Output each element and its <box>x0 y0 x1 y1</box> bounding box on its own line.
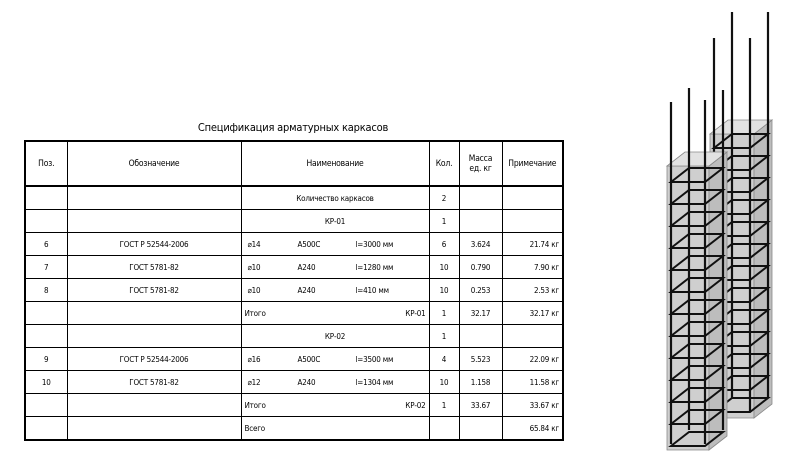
cell-qty: 10 <box>429 279 459 302</box>
cell-mass: 0.253 <box>459 279 502 302</box>
cell-name: Количество каркасов <box>241 186 429 210</box>
cell-qty: 10 <box>429 371 459 394</box>
table-row <box>25 279 563 302</box>
header-note: Примечание <box>502 141 563 186</box>
cell-note: 21.74 кг <box>502 233 563 256</box>
cell-qty: 4 <box>429 348 459 371</box>
header-qty: Кол. <box>429 141 459 186</box>
table-row <box>25 210 563 233</box>
cell-qty: 1 <box>429 394 459 417</box>
bar-diameter: ⌀12 <box>247 377 261 387</box>
cell-pos: 7 <box>25 256 67 279</box>
cell-designation: ГОСТ 5781-82 <box>67 256 241 279</box>
cell-note: 33.67 кг <box>502 394 563 417</box>
name-parts <box>248 378 423 387</box>
cell-mass <box>459 417 502 441</box>
cell-pos <box>25 417 67 441</box>
cell-mass: 5.523 <box>459 348 502 371</box>
table-row <box>25 233 563 256</box>
cell-mass: 3.624 <box>459 233 502 256</box>
cell-pos <box>25 325 67 348</box>
total-label: Итого <box>244 400 266 410</box>
table-row <box>25 302 563 325</box>
header-mass-line1: Масса <box>468 153 493 164</box>
cell-pos <box>25 302 67 325</box>
steel-grade: А240 <box>297 285 316 295</box>
table-row <box>25 348 563 371</box>
cell-note <box>502 186 563 210</box>
cell-name <box>241 279 429 302</box>
cell-name: КР-01 <box>241 210 429 233</box>
cell-note: 7.90 кг <box>502 256 563 279</box>
cell-designation <box>67 210 241 233</box>
cell-name <box>241 394 429 417</box>
steel-grade: А240 <box>297 377 316 387</box>
cell-pos <box>25 186 67 210</box>
cell-pos: 10 <box>25 371 67 394</box>
cell-note <box>502 210 563 233</box>
total-label: Всего <box>244 423 266 433</box>
table-row <box>25 186 563 210</box>
cell-designation: ГОСТ Р 52544-2006 <box>67 348 241 371</box>
header-pos: Поз. <box>25 141 67 186</box>
bar-diameter: ⌀10 <box>247 285 261 295</box>
cell-designation <box>67 394 241 417</box>
cell-note: 65.84 кг <box>502 417 563 441</box>
cell-note: 11.58 кг <box>502 371 563 394</box>
header-mass <box>459 141 502 186</box>
table-row <box>25 325 563 348</box>
header-row <box>25 141 563 186</box>
header-name: Наименование <box>241 141 429 186</box>
rebar-cage-3d-drawing <box>655 8 785 460</box>
table-row <box>25 256 563 279</box>
total-ref: КР-02 <box>405 400 426 410</box>
cell-mass: 1.158 <box>459 371 502 394</box>
steel-grade: А500С <box>297 239 321 249</box>
name-parts <box>248 240 423 249</box>
cell-mass: 33.67 <box>459 394 502 417</box>
cell-qty: 6 <box>429 233 459 256</box>
steel-grade: А500С <box>297 354 321 364</box>
cell-mass <box>459 210 502 233</box>
name-parts <box>248 263 423 272</box>
cell-mass: 0.790 <box>459 256 502 279</box>
bar-diameter: ⌀10 <box>247 262 261 272</box>
total-label: Итого <box>244 308 266 318</box>
cell-mass <box>459 325 502 348</box>
cell-note: 22.09 кг <box>502 348 563 371</box>
cell-designation: ГОСТ 5781-82 <box>67 371 241 394</box>
cell-qty: 1 <box>429 302 459 325</box>
table-row <box>25 394 563 417</box>
cell-qty: 2 <box>429 186 459 210</box>
cell-designation: ГОСТ Р 52544-2006 <box>67 233 241 256</box>
rebar-specification-table <box>24 140 564 441</box>
cell-qty: 1 <box>429 210 459 233</box>
cell-name <box>241 256 429 279</box>
total-parts <box>245 424 426 433</box>
cell-name <box>241 302 429 325</box>
total-ref: КР-01 <box>405 308 426 318</box>
cell-name: КР-02 <box>241 325 429 348</box>
bar-diameter: ⌀16 <box>247 354 261 364</box>
table-body <box>25 186 563 440</box>
cell-pos: 6 <box>25 233 67 256</box>
bar-length: l=1304 мм <box>355 377 394 387</box>
bar-length: l=3000 мм <box>355 239 394 249</box>
header-designation: Обозначение <box>67 141 241 186</box>
cell-qty: 10 <box>429 256 459 279</box>
cell-note: 32.17 кг <box>502 302 563 325</box>
cell-name <box>241 348 429 371</box>
total-parts <box>245 401 426 410</box>
cell-note: 2.53 кг <box>502 279 563 302</box>
cell-pos: 8 <box>25 279 67 302</box>
cell-mass: 32.17 <box>459 302 502 325</box>
bar-length: l=3500 мм <box>355 354 394 364</box>
cell-designation <box>67 417 241 441</box>
cell-pos <box>25 394 67 417</box>
cell-mass <box>459 186 502 210</box>
bar-diameter: ⌀14 <box>247 239 261 249</box>
cell-qty: 1 <box>429 325 459 348</box>
bar-length: l=410 мм <box>355 285 389 295</box>
cell-designation <box>67 186 241 210</box>
table-title: Спецификация арматурных каркасов <box>197 121 389 134</box>
cell-name <box>241 417 429 441</box>
cell-pos: 9 <box>25 348 67 371</box>
steel-grade: А240 <box>297 262 316 272</box>
cell-designation <box>67 302 241 325</box>
header-mass-line2: ед. кг <box>469 163 492 174</box>
bar-length: l=1280 мм <box>355 262 394 272</box>
cell-qty <box>429 417 459 441</box>
name-parts <box>248 286 423 295</box>
cell-note <box>502 325 563 348</box>
table-row <box>25 417 563 441</box>
cell-designation <box>67 325 241 348</box>
cell-pos <box>25 210 67 233</box>
cell-name <box>241 371 429 394</box>
cell-designation: ГОСТ 5781-82 <box>67 279 241 302</box>
cell-name <box>241 233 429 256</box>
total-parts <box>245 309 426 318</box>
table-row <box>25 371 563 394</box>
name-parts <box>248 355 423 364</box>
